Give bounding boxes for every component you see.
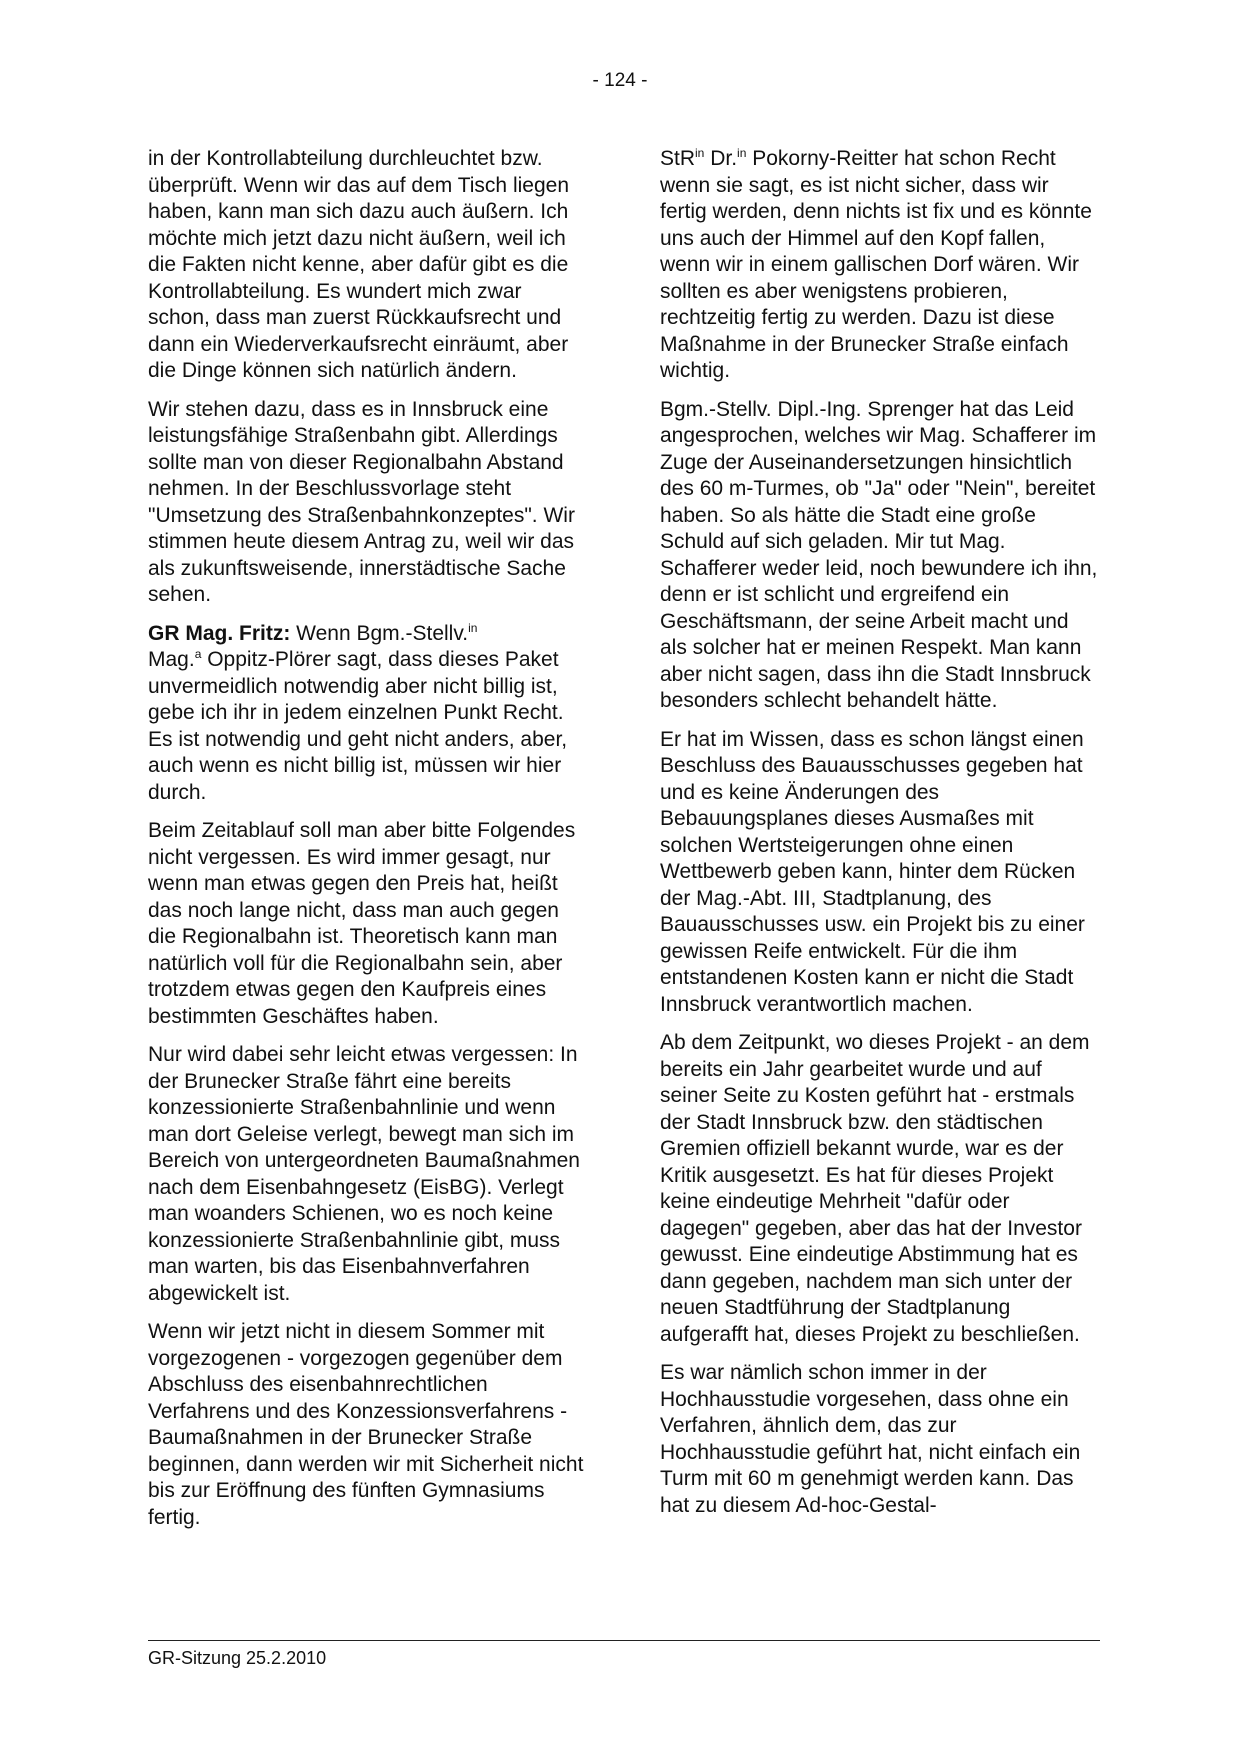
speech-text: Dr. — [710, 147, 738, 170]
speech-text: Oppitz-Plörer sagt, dass dieses Paket unvermeidlich notwendig aber nicht billig ist, gebe ich ihr in jedem einzelnen Punkt Recht. Es ist notwendig und geht nicht anders, aber, auch wenn es nicht billig ist, müssen wir hier durch. — [148, 648, 568, 804]
superscript: in — [468, 620, 478, 635]
paragraph: in der Kontrollabteilung durchleuchtet bzw. überprüft. Wenn wir das auf dem Tisch liegen haben, kann man sich dazu auch äußern. Ich möchte mich jetzt dazu nicht äußern, weil ich die Fakten nicht kenne, aber dafür gibt es die Kontrollabteilung. Es wundert mich zwar schon, dass man zuerst Rückkaufsrecht und dann ein Wiederverkaufsrecht einräumt, aber die Dinge können sich natürlich ändern. — [148, 147, 569, 382]
paragraph: Wenn wir jetzt nicht in diesem Sommer mit vorgezogenen - vorgezogen gegenüber dem Abschluss des eisenbahnrechtlichen Verfahrens und des Konzessionsverfahrens - Baumaßnahmen in der Brunecker Straße beginnen, dann werden wir mit Sicherheit nicht bis zur Eröffnung des fünften Gymnasiums fertig. — [148, 1320, 584, 1529]
paragraph — [660, 146, 1100, 385]
speech-paragraph — [148, 621, 588, 807]
superscript: in — [737, 146, 747, 160]
right-column — [660, 146, 1100, 1531]
paragraph: Ab dem Zeitpunkt, wo dieses Projekt - an dem bereits ein Jahr gearbeitet wurde und auf seiner Seite zu Kosten geführt hat - erstmals der Stadt Innsbruck bzw. den städtischen Gremien offiziell bekannt wurde, war es der Kritik ausgesetzt. Es hat für dieses Projekt keine eindeutige Mehrheit "dafür oder dagegen" gegeben, aber das hat der Investor gewusst. Eine eindeutige Abstimmung hat es dann gegeben, nachdem man sich unter der neuen Stadtführung der Stadtplanung aufgerafft hat, dieses Projekt zu beschließen. — [660, 1031, 1090, 1346]
speech-text: StR — [660, 147, 696, 170]
page-number: - 124 - — [592, 70, 648, 91]
superscript: a — [194, 647, 202, 661]
superscript: in — [695, 146, 705, 160]
speech-text: Wenn Bgm.-Stellv. — [296, 621, 469, 645]
paragraph: Wir stehen dazu, dass es in Innsbruck eine leistungsfähige Straßenbahn gibt. Allerdings sollte man von dieser Regionalbahn Abstand nehmen. In der Beschlussvorlage steht "Umsetzung des Straßenbahnkonzeptes". Wir stimmen heute diesem Antrag zu, weil wir das als zukunftsweisende, innerstädtische Sache sehen. — [148, 397, 575, 606]
footer-divider — [148, 1640, 1100, 1641]
speech-text: Pokorny-Reitter hat schon Recht wenn sie sagt, es ist nicht sicher, dass wir fertig werden, denn nichts ist fix und es könnte uns auch der Himmel auf den Kopf fallen, wenn wir in einem gallischen Dorf wären. Wir sollten es aber wenigstens probieren, rechtzeitig fertig zu werden. Dazu ist diese Maßnahme in der Brunecker Straße einfach wichtig. — [660, 147, 1092, 382]
paragraph: Nur wird dabei sehr leicht etwas vergessen: In der Brunecker Straße fährt eine bereits konzessionierte Straßenbahnlinie und wenn man dort Geleise verlegt, bewegt man sich im Bereich von untergeordneten Baumaßnahmen nach dem Eisenbahngesetz (EisBG). Verlegt man woanders Schienen, wo es noch keine konzessionierte Straßenbahnlinie gibt, muss man warten, bis das Eisenbahnverfahren abgewickelt ist. — [148, 1043, 580, 1305]
paragraph: Es war nämlich schon immer in der Hochhausstudie vorgesehen, dass ohne ein Verfahren, ähnlich dem, das zur Hochhausstudie geführt hat, nicht einfach ein Turm mit 60 m genehmigt werden kann. Das hat zu diesem Ad-hoc-Gestal- — [660, 1361, 1081, 1517]
footer-text: GR-Sitzung 25.2.2010 — [148, 1648, 327, 1668]
paragraph: Er hat im Wissen, dass es schon längst einen Beschluss des Bauausschusses gegeben hat und es keine Änderungen des Bebauungsplanes dieses Ausmaßes mit solchen Wertsteigerungen ohne einen Wettbewerb geben kann, hinter dem Rücken der Mag.-Abt. III, Stadtplanung, des Bauausschusses usw. ein Projekt bis zu einer gewissen Reife entwickelt. Für die ihm entstandenen Kosten kann er nicht die Stadt Innsbruck verantwortlich machen. — [660, 727, 1085, 1016]
speaker-name: GR Mag. Fritz: — [148, 621, 291, 645]
speech-text: Mag. — [148, 648, 195, 671]
paragraph: Bgm.-Stellv. Dipl.-Ing. Sprenger hat das Leid angesprochen, welches wir Mag. Schafferer im Zuge der Auseinandersetzungen hinsichtlich des 60 m-Turmes, ob "Ja" oder "Nein", bereitet haben. So als hätte die Stadt eine große Schuld auf sich geladen. Mir tut Mag. Schafferer weder leid, noch bewundere ich ihn, denn er ist schlicht und ergreifend ein Geschäftsmann, der seine Arbeit macht und als solcher hat er meinen Respekt. Man kann aber nicht sagen, dass ihn die Stadt Innsbruck besonders schlecht behandelt hätte. — [660, 397, 1098, 712]
left-column — [148, 146, 588, 1543]
paragraph: Beim Zeitablauf soll man aber bitte Folgendes nicht vergessen. Es wird immer gesagt, nur wenn man etwas gegen den Preis hat, heißt das noch lange nicht, dass man auch gegen die Regionalbahn ist. Theoretisch kann man natürlich voll für die Regionalbahn sein, aber trotzdem etwas gegen den Kaufpreis eines bestimmten Geschäftes haben. — [148, 819, 576, 1028]
